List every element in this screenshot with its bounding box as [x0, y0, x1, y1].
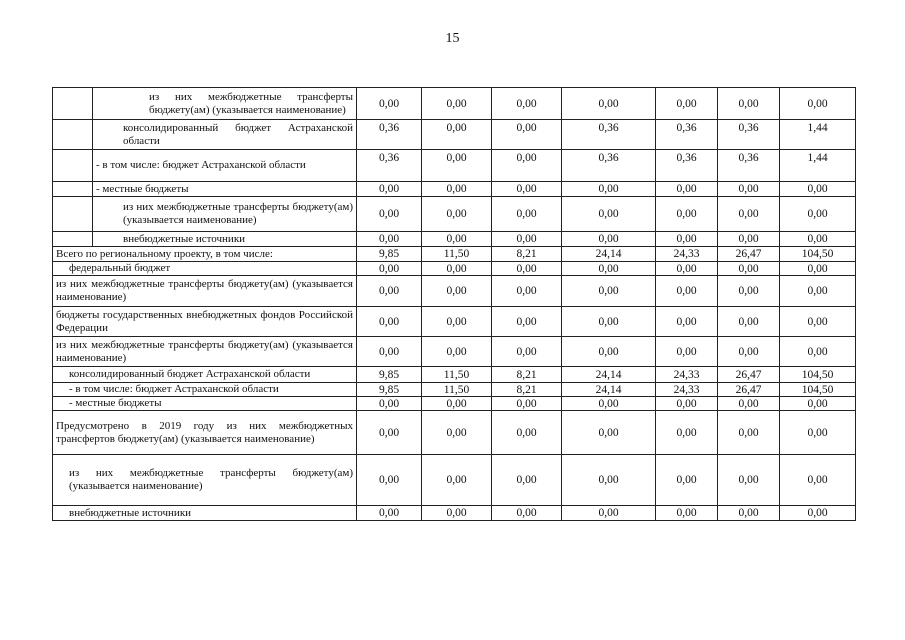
value-cell: 0,00: [562, 506, 656, 521]
row-label: - в том числе: бюджет Астраханской области: [53, 383, 357, 397]
value-cell: 0,36: [718, 120, 780, 150]
value-cell: 0,00: [562, 262, 656, 276]
table-row: [53, 150, 856, 182]
value-cell: 26,47: [718, 383, 780, 397]
table-row: [53, 247, 856, 262]
value-cell: 24,14: [562, 247, 656, 262]
value-cell: 0,00: [492, 88, 562, 120]
value-cell: 0,00: [562, 397, 656, 411]
value-cell: 24,33: [656, 247, 718, 262]
value-cell: 0,00: [422, 197, 492, 232]
value-cell: 0,00: [492, 411, 562, 455]
row-label: - местные бюджеты: [53, 397, 357, 411]
value-cell: 0,36: [656, 150, 718, 182]
value-cell: 24,33: [656, 383, 718, 397]
value-cell: 0,00: [357, 88, 422, 120]
table-row: [53, 506, 856, 521]
row-label: консолидированный бюджет Астраханской области: [93, 120, 357, 150]
value-cell: 0,00: [718, 337, 780, 367]
table-row: [53, 411, 856, 455]
value-cell: 9,85: [357, 247, 422, 262]
value-cell: 0,00: [492, 506, 562, 521]
row-label: федеральный бюджет: [53, 262, 357, 276]
table-row: [53, 88, 856, 120]
value-cell: 0,00: [562, 337, 656, 367]
value-cell: 0,00: [492, 182, 562, 197]
value-cell: 0,00: [422, 397, 492, 411]
value-cell: 8,21: [492, 367, 562, 383]
value-cell: 0,00: [422, 262, 492, 276]
value-cell: 0,00: [780, 307, 856, 337]
value-cell: 0,00: [562, 411, 656, 455]
value-cell: 0,00: [422, 455, 492, 506]
value-cell: 0,00: [780, 411, 856, 455]
table-row: [53, 367, 856, 383]
value-cell: 0,00: [656, 232, 718, 247]
value-cell: 0,00: [562, 276, 656, 307]
value-cell: 0,00: [718, 232, 780, 247]
blank-cell: [53, 232, 93, 247]
value-cell: 104,50: [780, 367, 856, 383]
value-cell: 11,50: [422, 367, 492, 383]
value-cell: 0,00: [562, 455, 656, 506]
row-label: - в том числе: бюджет Астраханской области: [93, 150, 357, 182]
value-cell: 0,00: [422, 276, 492, 307]
value-cell: 8,21: [492, 383, 562, 397]
value-cell: 0,00: [357, 197, 422, 232]
blank-cell: [53, 88, 93, 120]
value-cell: 0,00: [357, 397, 422, 411]
value-cell: 0,00: [422, 506, 492, 521]
table-row: [53, 307, 856, 337]
value-cell: 26,47: [718, 367, 780, 383]
value-cell: 0,00: [656, 397, 718, 411]
value-cell: 104,50: [780, 247, 856, 262]
value-cell: 0,00: [656, 182, 718, 197]
value-cell: 0,00: [780, 397, 856, 411]
value-cell: 0,00: [780, 337, 856, 367]
value-cell: 0,36: [656, 120, 718, 150]
row-label: Всего по региональному проекту, в том числе:: [53, 247, 357, 262]
value-cell: 0,00: [357, 262, 422, 276]
row-label: из них межбюджетные трансферты бюджету(ам) (указывается наименование): [93, 88, 357, 120]
value-cell: 104,50: [780, 383, 856, 397]
value-cell: 24,14: [562, 367, 656, 383]
value-cell: 0,36: [357, 150, 422, 182]
row-label: бюджеты государственных внебюджетных фондов Российской Федерации: [53, 307, 357, 337]
value-cell: 0,00: [422, 150, 492, 182]
value-cell: 0,00: [656, 88, 718, 120]
table-row: [53, 197, 856, 232]
value-cell: 0,00: [780, 232, 856, 247]
value-cell: 0,00: [656, 506, 718, 521]
row-label: из них межбюджетные трансферты бюджету(ам) (указывается наименование): [53, 276, 357, 307]
value-cell: 0,00: [492, 232, 562, 247]
value-cell: 0,36: [562, 150, 656, 182]
value-cell: 0,00: [718, 276, 780, 307]
table-row: [53, 455, 856, 506]
value-cell: 0,00: [357, 506, 422, 521]
value-cell: 0,00: [492, 150, 562, 182]
table-row: [53, 276, 856, 307]
value-cell: 0,00: [357, 276, 422, 307]
row-label: из них межбюджетные трансферты бюджету(ам) (указывается наименование): [93, 197, 357, 232]
value-cell: 0,00: [357, 411, 422, 455]
value-cell: 0,36: [718, 150, 780, 182]
value-cell: 0,00: [422, 411, 492, 455]
value-cell: 0,00: [780, 276, 856, 307]
value-cell: 0,00: [718, 88, 780, 120]
blank-cell: [53, 150, 93, 182]
value-cell: 0,00: [492, 455, 562, 506]
value-cell: 0,00: [562, 182, 656, 197]
value-cell: 0,00: [492, 197, 562, 232]
value-cell: 0,00: [718, 182, 780, 197]
value-cell: 0,00: [422, 182, 492, 197]
value-cell: 0,00: [492, 307, 562, 337]
value-cell: 0,00: [656, 262, 718, 276]
value-cell: 0,00: [718, 197, 780, 232]
value-cell: 0,00: [357, 455, 422, 506]
value-cell: 0,00: [492, 120, 562, 150]
value-cell: 0,00: [492, 337, 562, 367]
row-label: консолидированный бюджет Астраханской области: [53, 367, 357, 383]
page-number: 15: [445, 31, 460, 46]
value-cell: 0,00: [656, 276, 718, 307]
row-label: из них межбюджетные трансферты бюджету(ам) (указывается наименование): [53, 337, 357, 367]
row-label: Предусмотрено в 2019 году из них межбюджетных трансфертов бюджету(ам) (указывается наименование): [53, 411, 357, 455]
value-cell: 24,33: [656, 367, 718, 383]
value-cell: 0,00: [656, 411, 718, 455]
row-label: из них межбюджетные трансферты бюджету(ам) (указывается наименование): [53, 455, 357, 506]
table-row: [53, 120, 856, 150]
blank-cell: [53, 182, 93, 197]
value-cell: 9,85: [357, 367, 422, 383]
row-label: внебюджетные источники: [93, 232, 357, 247]
value-cell: 1,44: [780, 150, 856, 182]
value-cell: 0,00: [780, 262, 856, 276]
table-row: [53, 383, 856, 397]
value-cell: 24,14: [562, 383, 656, 397]
value-cell: 0,36: [357, 120, 422, 150]
value-cell: 0,00: [492, 276, 562, 307]
value-cell: 11,50: [422, 383, 492, 397]
table-row: [53, 337, 856, 367]
value-cell: 0,00: [780, 182, 856, 197]
value-cell: 0,00: [422, 232, 492, 247]
table-row: [53, 262, 856, 276]
value-cell: 0,00: [718, 397, 780, 411]
value-cell: 0,00: [656, 307, 718, 337]
value-cell: 0,00: [780, 88, 856, 120]
blank-cell: [53, 197, 93, 232]
value-cell: 0,00: [562, 88, 656, 120]
value-cell: 0,36: [562, 120, 656, 150]
value-cell: 0,00: [422, 307, 492, 337]
value-cell: 0,00: [492, 262, 562, 276]
value-cell: 0,00: [357, 307, 422, 337]
table-row: [53, 182, 856, 197]
value-cell: 0,00: [780, 455, 856, 506]
value-cell: 0,00: [718, 411, 780, 455]
value-cell: 0,00: [718, 307, 780, 337]
row-label: внебюджетные источники: [53, 506, 357, 521]
value-cell: 0,00: [422, 120, 492, 150]
value-cell: 0,00: [780, 197, 856, 232]
value-cell: 0,00: [357, 232, 422, 247]
value-cell: 0,00: [656, 455, 718, 506]
value-cell: 0,00: [718, 506, 780, 521]
value-cell: 26,47: [718, 247, 780, 262]
blank-cell: [53, 120, 93, 150]
value-cell: 9,85: [357, 383, 422, 397]
value-cell: 0,00: [422, 337, 492, 367]
budget-table: [52, 87, 856, 521]
value-cell: 0,00: [780, 506, 856, 521]
value-cell: 0,00: [357, 337, 422, 367]
value-cell: 0,00: [656, 197, 718, 232]
value-cell: 0,00: [562, 197, 656, 232]
value-cell: 0,00: [656, 337, 718, 367]
value-cell: 8,21: [492, 247, 562, 262]
value-cell: 0,00: [492, 397, 562, 411]
table-row: [53, 232, 856, 247]
row-label: - местные бюджеты: [93, 182, 357, 197]
value-cell: 0,00: [562, 232, 656, 247]
value-cell: 0,00: [422, 88, 492, 120]
value-cell: 11,50: [422, 247, 492, 262]
value-cell: 0,00: [357, 182, 422, 197]
value-cell: 0,00: [718, 262, 780, 276]
value-cell: 0,00: [562, 307, 656, 337]
value-cell: 0,00: [718, 455, 780, 506]
table-row: [53, 397, 856, 411]
value-cell: 1,44: [780, 120, 856, 150]
